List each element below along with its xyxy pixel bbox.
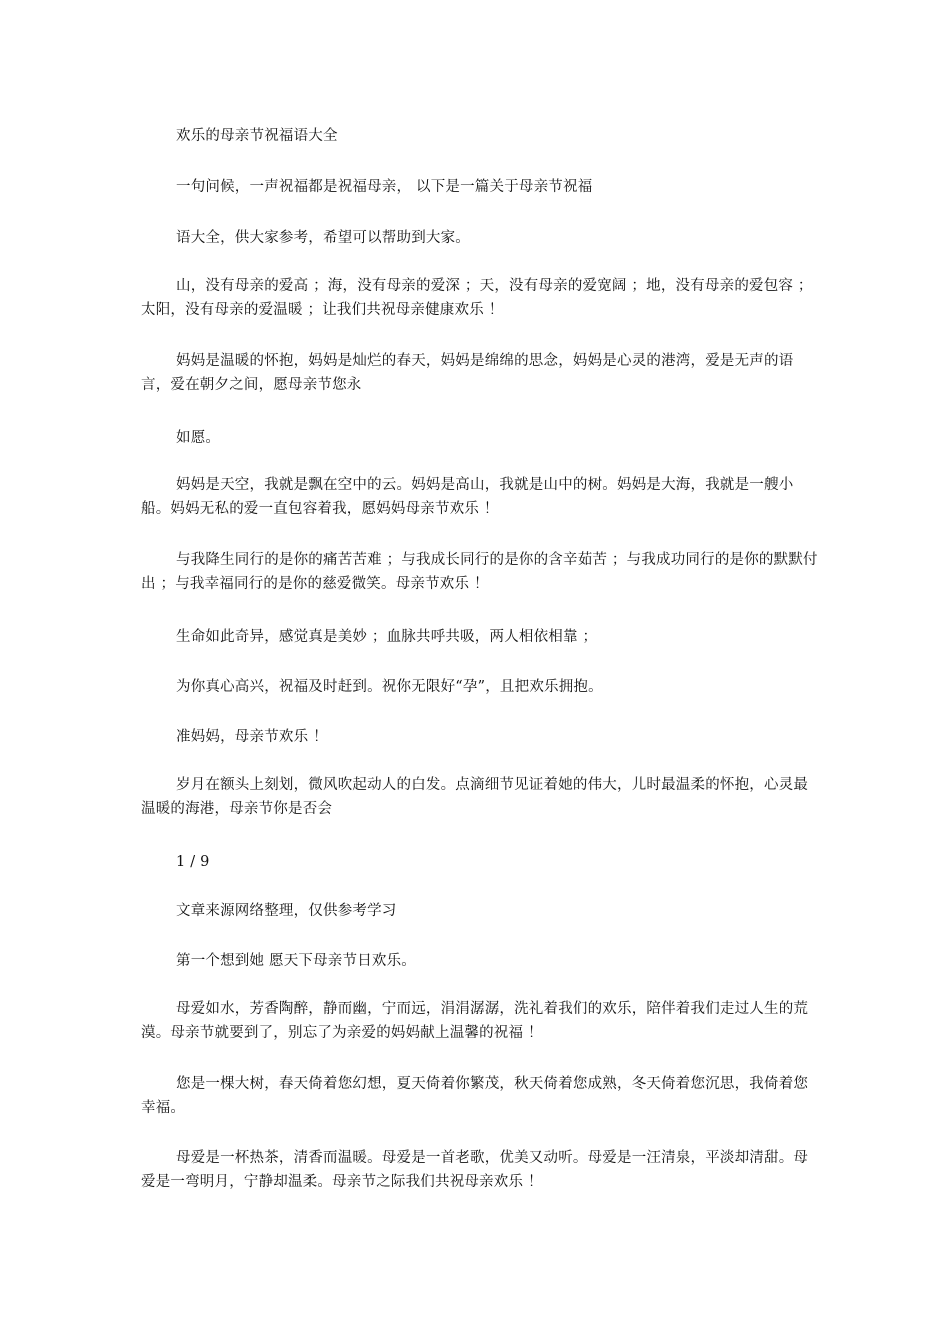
paragraph: 妈妈是温暖的怀抱，妈妈是灿烂的春天，妈妈是绵绵的思念，妈妈是心灵的港湾，爱是无声的语言，爱在朝夕之间，愿母亲节您永 xyxy=(141,353,794,393)
intro-line-1: 一句问候，一声祝福都是祝福母亲， 以下是一篇关于母亲节祝福 xyxy=(176,179,593,195)
paragraph: 为你真心高兴，祝福及时赶到。祝你无限好“孕”，且把欢乐拥抱。 xyxy=(176,679,603,695)
paragraph: 准妈妈，母亲节欢乐 ！ xyxy=(176,729,328,745)
paragraph: 母爱如水，芳香陶醉，静而幽，宁而远，涓涓潺潺，洗礼着我们的欢乐，陪伴着我们走过人生的荒漠。母亲节就要到了，别忘了为亲爱的妈妈献上温馨的祝福 ！ xyxy=(141,1001,809,1041)
paragraph: 岁月在额头上刻划，微风吹起动人的白发。点滴细节见证着她的伟大，儿时最温柔的怀抱，心灵最温暖的海港，母亲节你是否会 xyxy=(141,777,809,817)
paragraph: 生命如此奇异，感觉真是美妙 ；血脉共呼共吸，两人相依相靠 ； xyxy=(176,629,598,645)
page-number: 1 / 9 xyxy=(176,854,210,870)
paragraph: 第一个想到她 愿天下母亲节日欢乐。 xyxy=(176,953,417,969)
source-note: 文章来源网络整理，仅供参考学习 xyxy=(176,903,397,919)
intro-line-2: 语大全，供大家参考，希望可以帮助到大家。 xyxy=(176,230,470,246)
paragraph: 与我降生同行的是你的痛苦苦难 ；与我成长同行的是你的含辛茹苦 ；与我成功同行的是你的默默付出 ；与我幸福同行的是你的慈爱微笑。母亲节欢乐 ！ xyxy=(141,552,818,592)
paragraph: 山，没有母亲的爱高 ；海，没有母亲的爱深 ；天，没有母亲的爱宽阔 ；地，没有母亲的爱包容 ；太阳，没有母亲的爱温暖 ；让我们共祝母亲健康欢乐 ！ xyxy=(141,278,813,318)
paragraph-continuation: 如愿。 xyxy=(176,430,221,446)
paragraph: 母爱是一杯热茶，清香而温暖。母爱是一首老歌，优美又动听。母爱是一汪清泉，平淡却清甜。母爱是一弯明月，宁静却温柔。母亲节之际我们共祝母亲欢乐 ！ xyxy=(141,1150,809,1190)
paragraph: 您是一棵大树，春天倚着您幻想，夏天倚着你繁茂，秋天倚着您成熟，冬天倚着您沉思，我倚着您幸福。 xyxy=(141,1076,809,1116)
document-title: 欢乐的母亲节祝福语大全 xyxy=(176,128,338,144)
paragraph: 妈妈是天空，我就是飘在空中的云。妈妈是高山，我就是山中的树。妈妈是大海，我就是一艘小船。妈妈无私的爱一直包容着我，愿妈妈母亲节欢乐 ！ xyxy=(141,477,794,517)
